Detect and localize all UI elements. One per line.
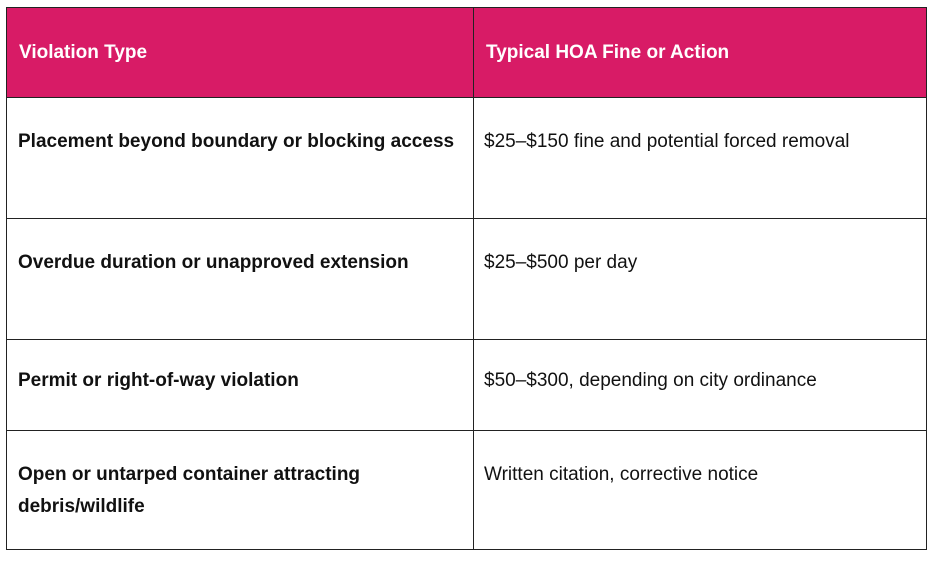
- table-row: [7, 431, 927, 550]
- violation-type-cell: [7, 340, 474, 431]
- fine-action-cell: [474, 98, 927, 219]
- fine-action-text: $25–$150 fine and potential forced removal: [484, 131, 850, 152]
- violation-type-cell: [7, 219, 474, 340]
- table-header-row: [7, 8, 927, 98]
- fine-action-text: $25–$500 per day: [484, 252, 638, 273]
- violation-type-text: Permit or right-of-way violation: [18, 370, 299, 391]
- hoa-violation-fines-table: [6, 7, 927, 550]
- violation-type-text: Placement beyond boundary or blocking access: [18, 131, 455, 152]
- violation-type-cell: [7, 98, 474, 219]
- violation-type-text: Open or untarped container attracting debris/wildlife: [18, 464, 361, 517]
- fine-action-cell: [474, 431, 927, 550]
- fine-action-text: $50–$300, depending on city ordinance: [484, 370, 817, 391]
- fine-action-cell: [474, 340, 927, 431]
- header-cell-fine-or-action: [474, 8, 927, 98]
- header-label-violation-type: Violation Type: [19, 42, 148, 63]
- header-label-fine-or-action: Typical HOA Fine or Action: [486, 42, 730, 63]
- fine-action-text: Written citation, corrective notice: [484, 464, 759, 485]
- table-row: [7, 219, 927, 340]
- table-row: [7, 98, 927, 219]
- violation-type-text: Overdue duration or unapproved extension: [18, 252, 409, 273]
- header-cell-violation-type: [7, 8, 474, 98]
- fine-action-cell: [474, 219, 927, 340]
- table-row: [7, 340, 927, 431]
- violation-type-cell: [7, 431, 474, 550]
